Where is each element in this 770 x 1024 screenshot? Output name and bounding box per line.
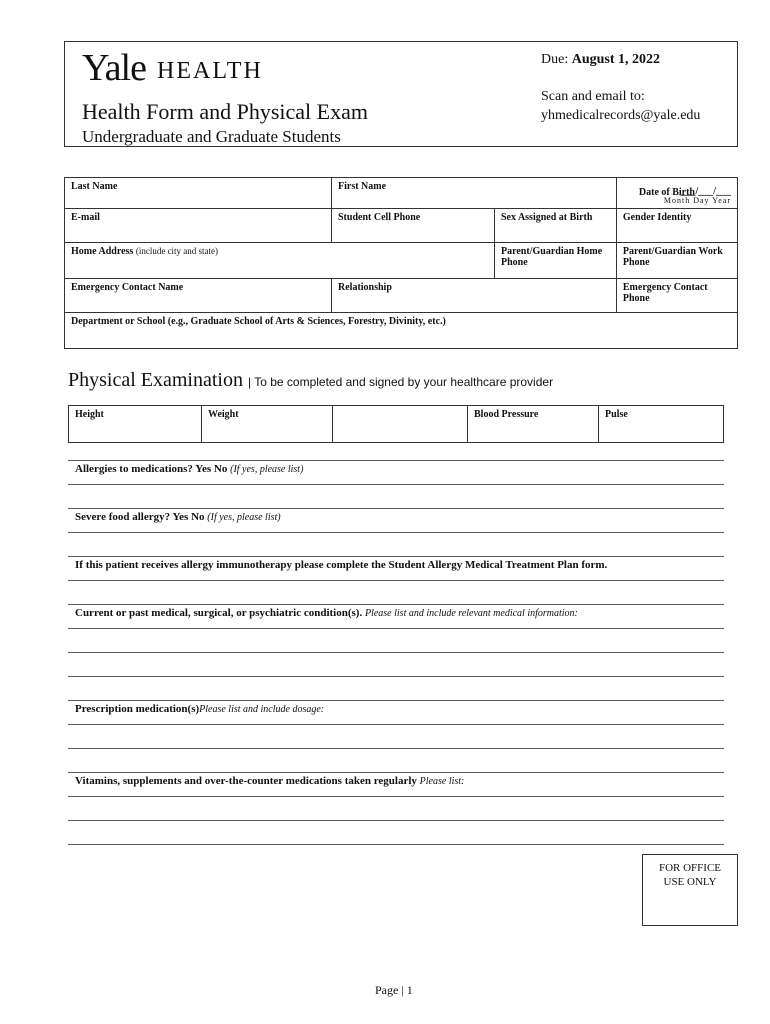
logo-yale: Yale	[82, 47, 146, 89]
rule-line	[68, 772, 724, 773]
physical-exam-heading	[68, 369, 553, 392]
due-value: August 1, 2022	[571, 52, 661, 67]
relationship-field[interactable]: Relationship	[332, 279, 617, 313]
email-field[interactable]: E-mail	[65, 209, 332, 243]
emergency-phone-field[interactable]: Emergency Contact Phone	[616, 279, 737, 313]
rule-line	[68, 484, 724, 485]
logo-health: HEALTH	[157, 58, 263, 84]
due-label: Due:	[541, 52, 569, 67]
rule-line	[68, 700, 724, 701]
page-number: Page | 1	[375, 983, 413, 997]
rule-line	[68, 844, 724, 845]
dob-blank: ___/___/___	[680, 186, 731, 197]
parent-home-phone-field[interactable]: Parent/Guardian Home Phone	[495, 243, 617, 279]
conditions-question: Current or past medical, surgical, or psychiatric condition(s). Please list and include relevant medical information:	[75, 607, 578, 619]
physical-exam-subtitle: | To be completed and signed by your healthcare provider	[247, 375, 554, 389]
student-info-table	[64, 177, 738, 349]
physical-exam-title: Physical Examination	[68, 369, 243, 391]
form-title: Health Form and Physical Exam	[82, 99, 368, 124]
rule-line	[68, 532, 724, 533]
rule-line	[68, 604, 724, 605]
sex-field[interactable]: Sex Assigned at Birth	[495, 209, 617, 243]
pulse-field[interactable]: Pulse	[599, 406, 724, 443]
scan-email: yhmedicalrecords@yale.edu	[541, 108, 701, 123]
rule-line	[68, 652, 724, 653]
form-subtitle: Undergraduate and Graduate Students	[82, 127, 341, 146]
gender-field[interactable]: Gender Identity	[616, 209, 737, 243]
rule-line	[68, 676, 724, 677]
blank-field[interactable]	[333, 406, 468, 443]
rule-line	[68, 580, 724, 581]
rule-line	[68, 460, 724, 461]
office-use-box	[642, 854, 738, 926]
dob-label: Date of Birth	[638, 187, 695, 198]
scan-line-1: Scan and email to:	[541, 89, 645, 104]
prescription-question: Prescription medication(s)Please list and include dosage:	[75, 703, 325, 715]
rule-line	[68, 796, 724, 797]
rule-line	[68, 820, 724, 821]
due-date	[541, 52, 660, 68]
cell-phone-field[interactable]: Student Cell Phone	[332, 209, 495, 243]
department-field[interactable]: Department or School (e.g., Graduate School of Arts & Sciences, Forestry, Divinity, etc.)	[65, 313, 738, 349]
parent-work-phone-field[interactable]: Parent/Guardian Work Phone	[616, 243, 737, 279]
rule-line	[68, 628, 724, 629]
rule-line	[68, 724, 724, 725]
immunotherapy-note: If this patient receives allergy immunotherapy please complete the Student Allergy Medical Treatment Plan form.	[75, 559, 608, 571]
last-name-field[interactable]: Last Name	[65, 178, 332, 209]
weight-field[interactable]: Weight	[202, 406, 333, 443]
emergency-name-field[interactable]: Emergency Contact Name	[65, 279, 332, 313]
office-use-line-2: USE ONLY	[663, 876, 717, 888]
food-allergy-question: Severe food allergy? Yes No (If yes, please list)	[75, 511, 281, 523]
scan-instructions	[541, 87, 700, 125]
rule-line	[68, 556, 724, 557]
vitals-table	[68, 405, 724, 443]
rule-line	[68, 748, 724, 749]
rule-line	[68, 508, 724, 509]
allergies-medications-question: Allergies to medications? Yes No (If yes, please list)	[75, 463, 304, 475]
office-use-line-1: FOR OFFICE	[658, 862, 722, 874]
home-address-field[interactable]: Home Address (include city and state)	[65, 243, 495, 279]
dob-field[interactable]	[616, 178, 737, 209]
height-field[interactable]: Height	[69, 406, 202, 443]
dob-parts: Month Day Year	[663, 196, 731, 205]
first-name-field[interactable]: First Name	[332, 178, 617, 209]
blood-pressure-field[interactable]: Blood Pressure	[468, 406, 599, 443]
vitamins-question: Vitamins, supplements and over-the-counter medications taken regularly Please list:	[75, 775, 465, 787]
